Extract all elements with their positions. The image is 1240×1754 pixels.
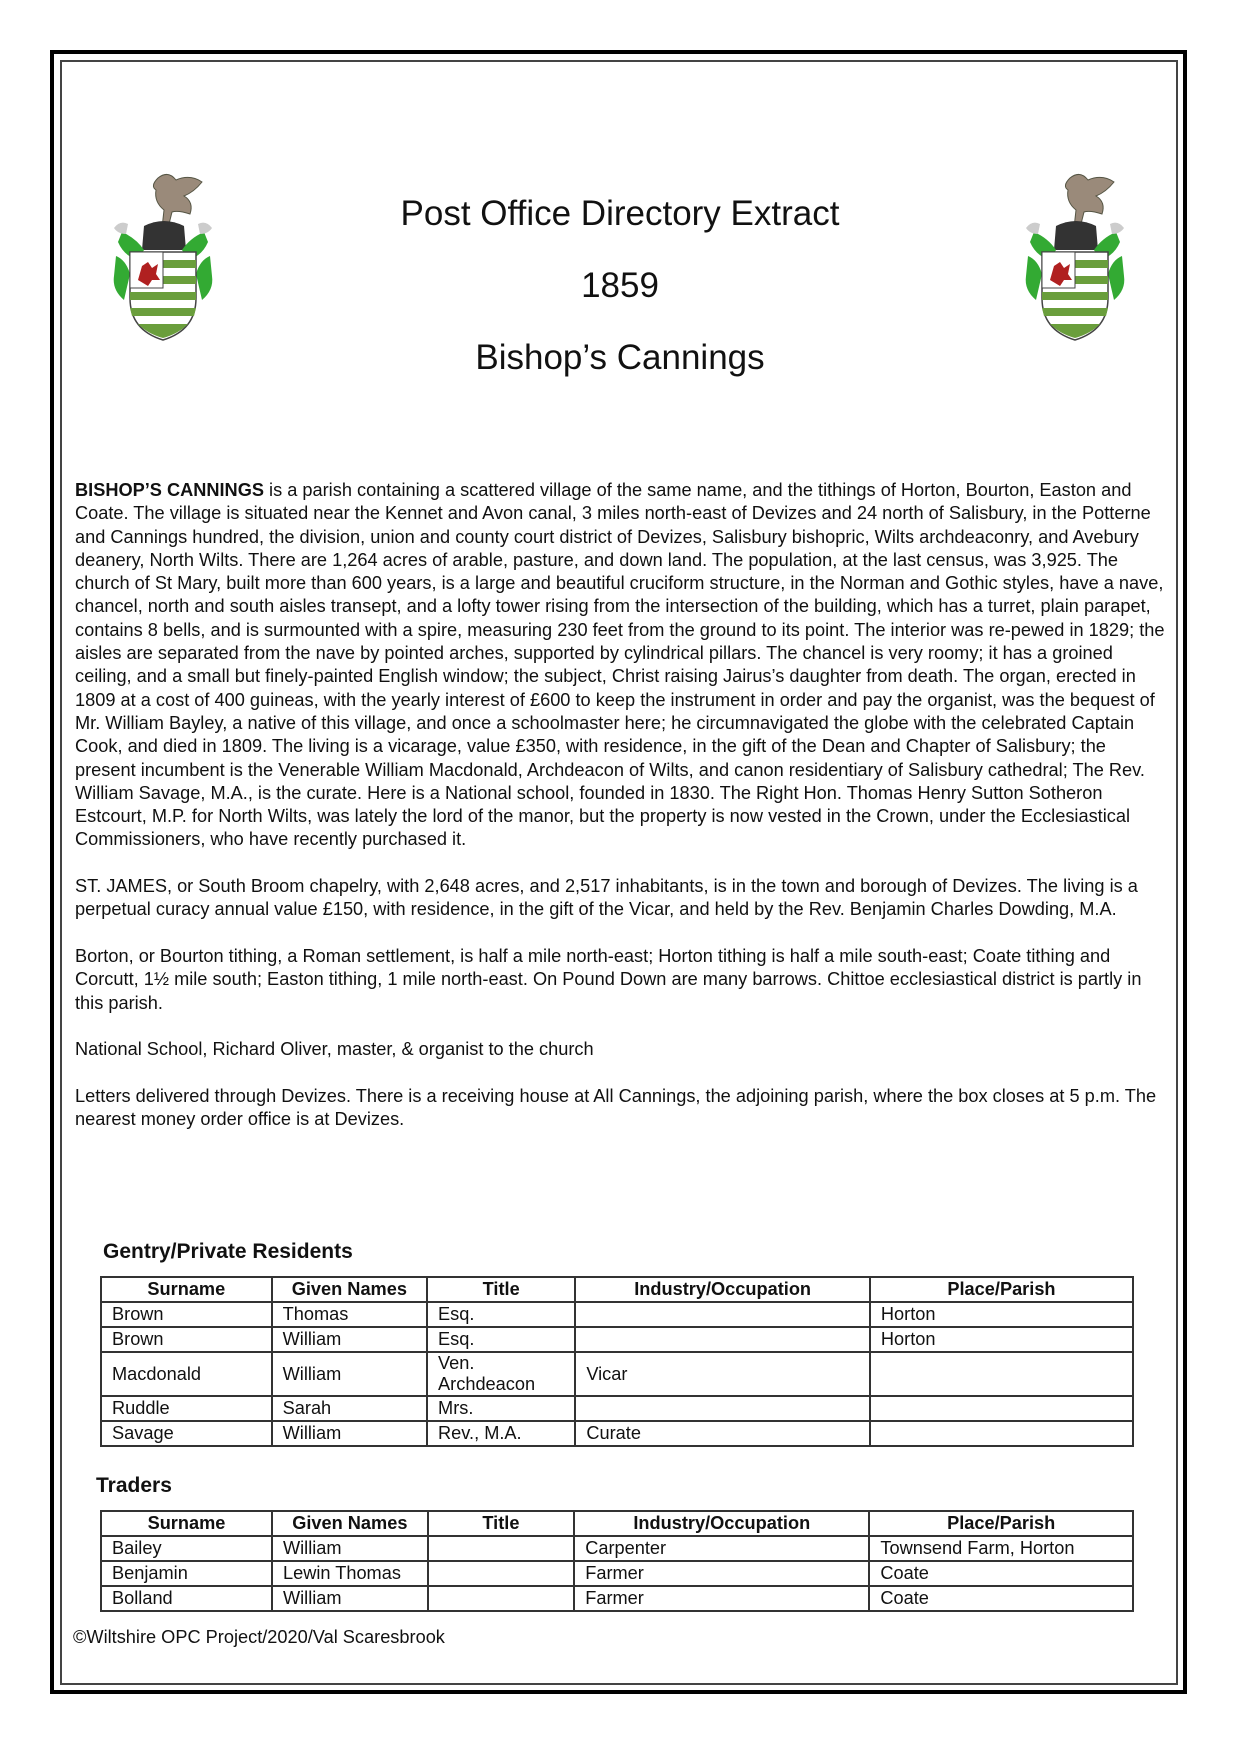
cell-given-names: William — [272, 1586, 428, 1611]
cell-title — [428, 1586, 575, 1611]
column-header-surname: Surname — [101, 1277, 272, 1302]
coat-of-arms-icon — [1020, 168, 1130, 348]
table-row — [101, 1536, 1133, 1561]
cell-surname: Benjamin — [101, 1561, 272, 1586]
table-row — [101, 1396, 1133, 1421]
directory-text — [75, 479, 1170, 1155]
cell-occupation — [575, 1327, 870, 1352]
cell-given-names: William — [272, 1421, 427, 1446]
table-header-row — [101, 1277, 1133, 1302]
document-year: 1859 — [581, 266, 659, 305]
column-header-place: Place/Parish — [870, 1277, 1133, 1302]
crest-shield — [1042, 252, 1108, 340]
cell-place: Horton — [870, 1302, 1133, 1327]
table-row — [101, 1586, 1133, 1611]
column-header-title: Title — [428, 1511, 575, 1536]
cell-place — [870, 1396, 1133, 1421]
cell-surname: Brown — [101, 1327, 272, 1352]
cell-occupation: Farmer — [574, 1561, 869, 1586]
traders-table — [100, 1510, 1134, 1612]
coat-of-arms-icon — [108, 168, 218, 348]
table-row — [101, 1421, 1133, 1446]
cell-given-names: William — [272, 1536, 428, 1561]
column-header-occupation: Industry/Occupation — [574, 1511, 869, 1536]
column-header-given-names: Given Names — [272, 1511, 428, 1536]
column-header-given-names: Given Names — [272, 1277, 427, 1302]
cell-given-names: William — [272, 1352, 427, 1396]
paragraph-parish-description — [75, 479, 1170, 852]
table-row — [101, 1352, 1133, 1396]
cell-place: Coate — [869, 1586, 1133, 1611]
cell-occupation: Vicar — [575, 1352, 870, 1396]
cell-place: Coate — [869, 1561, 1133, 1586]
crest-bird — [153, 174, 202, 228]
copyright-footer: ©Wiltshire OPC Project/2020/Val Scaresbrook — [73, 1627, 445, 1647]
document-title: Post Office Directory Extract — [400, 194, 840, 233]
cell-title: Rev., M.A. — [427, 1421, 575, 1446]
paragraph-text: is a parish containing a scattered village of the same name, and the tithings of Horton, Bourton, Easton and Coate. The village is situated near the Kennet and Avon canal, 3 miles north-east of Devizes and 24 north of Salisbury, in the Potterne and Cannings hundred, the division, union and county court district of Devizes, Salisbury bishopric, Wilts archdeaconry, and Avebury deanery, North Wilts. There are 1,264 acres of arable, pasture, and down land. The population, at the last census, was 3,925. The church of St Mary, built more than 600 years, is a large and beautiful cruciform structure, in the Norman and Gothic styles, have a nave, chancel, north and south aisles transept, and a lofty tower rising from the intersection of the building, which has a turret, plain parapet, contains 8 bells, and is surmounted with a spire, measuring 230 feet from the ground to its point. The interior was re-pewed in 1829; the aisles are separated from the nave by pointed arches, supported by cylindrical pillars. The chancel is very roomy; it has a groined ceiling, and a small but finely-painted English window; the subject, Christ raising Jairus’s daughter from death. The organ, erected in 1809 at a cost of 400 guineas, with the yearly interest of £600 to keep the instrument in order and pay the organist, was the bequest of Mr. William Bayley, a native of this village, and once a schoolmaster here; he circumnavigated the globe with the celebrated Captain Cook, and died in 1809. The living is a vicarage, value £350, with residence, in the gift of the Dean and Chapter of Salisbury; the present incumbent is the Venerable William Macdonald, Archdeacon of Wilts, and canon residentiary of Salisbury cathedral; The Rev. William Savage, M.A., is the curate. Here is a National school, founded in 1830. The Right Hon. Thomas Henry Sutton Sotheron Estcourt, M.P. for North Wilts, was lately the lord of the manor, but the property is now vested in the Crown, under the Ecclesiastical Commissioners, who have recently purchased it. — [75, 480, 1165, 850]
cell-given-names: Thomas — [272, 1302, 427, 1327]
cell-title: Esq. — [427, 1302, 575, 1327]
cell-title: Mrs. — [427, 1396, 575, 1421]
cell-place: Horton — [870, 1327, 1133, 1352]
paragraph-tithings: Borton, or Bourton tithing, a Roman settlement, is half a mile north-east; Horton tithing is half a mile south-east; Coate tithing and Corcutt, 1½ mile south; Easton tithing, 1 mile north-east. On Pound Down are many barrows. Chittoe ecclesiastical district is partly in this parish. — [75, 945, 1142, 1013]
cell-surname: Brown — [101, 1302, 272, 1327]
cell-surname: Bailey — [101, 1536, 272, 1561]
cell-title — [428, 1561, 575, 1586]
cell-title: Esq. — [427, 1327, 575, 1352]
paragraph-letters: Letters delivered through Devizes. There is a receiving house at All Cannings, the adjoining parish, where the box closes at 5 p.m. The nearest money order office is at Devizes. — [75, 1085, 1157, 1130]
cell-place — [870, 1421, 1133, 1446]
cell-place — [870, 1352, 1133, 1396]
parish-name-lead: BISHOP’S CANNINGS — [75, 480, 264, 500]
cell-surname: Bolland — [101, 1586, 272, 1611]
cell-title — [428, 1536, 575, 1561]
gentry-table — [100, 1276, 1134, 1447]
cell-occupation: Farmer — [574, 1586, 869, 1611]
cell-occupation: Curate — [575, 1421, 870, 1446]
cell-occupation: Carpenter — [574, 1536, 869, 1561]
cell-title: Ven. Archdeacon — [427, 1352, 575, 1396]
document-place: Bishop’s Cannings — [475, 338, 765, 377]
cell-occupation — [575, 1302, 870, 1327]
cell-surname: Savage — [101, 1421, 272, 1446]
cell-place: Townsend Farm, Horton — [869, 1536, 1133, 1561]
crest-bird — [1065, 174, 1114, 228]
gentry-heading: Gentry/Private Residents — [103, 1240, 353, 1263]
paragraph-national-school: National School, Richard Oliver, master, & organist to the church — [75, 1039, 594, 1060]
table-row — [101, 1561, 1133, 1586]
cell-surname: Macdonald — [101, 1352, 272, 1396]
table-header-row — [101, 1511, 1133, 1536]
cell-given-names: William — [272, 1327, 427, 1352]
paragraph-st-james: ST. JAMES, or South Broom chapelry, with 2,648 acres, and 2,517 inhabitants, is in the town and borough of Devizes. The living is a perpetual curacy annual value £150, with residence, in the gift of the Vicar, and held by the Rev. Benjamin Charles Dowding, M.A. — [75, 876, 1138, 920]
cell-occupation — [575, 1396, 870, 1421]
cell-given-names: Sarah — [272, 1396, 427, 1421]
table-row — [101, 1327, 1133, 1352]
cell-given-names: Lewin Thomas — [272, 1561, 428, 1586]
column-header-surname: Surname — [101, 1511, 272, 1536]
column-header-title: Title — [427, 1277, 575, 1302]
column-header-occupation: Industry/Occupation — [575, 1277, 870, 1302]
crest-shield — [130, 252, 196, 340]
cell-surname: Ruddle — [101, 1396, 272, 1421]
traders-heading: Traders — [96, 1474, 172, 1497]
table-row — [101, 1302, 1133, 1327]
column-header-place: Place/Parish — [869, 1511, 1133, 1536]
